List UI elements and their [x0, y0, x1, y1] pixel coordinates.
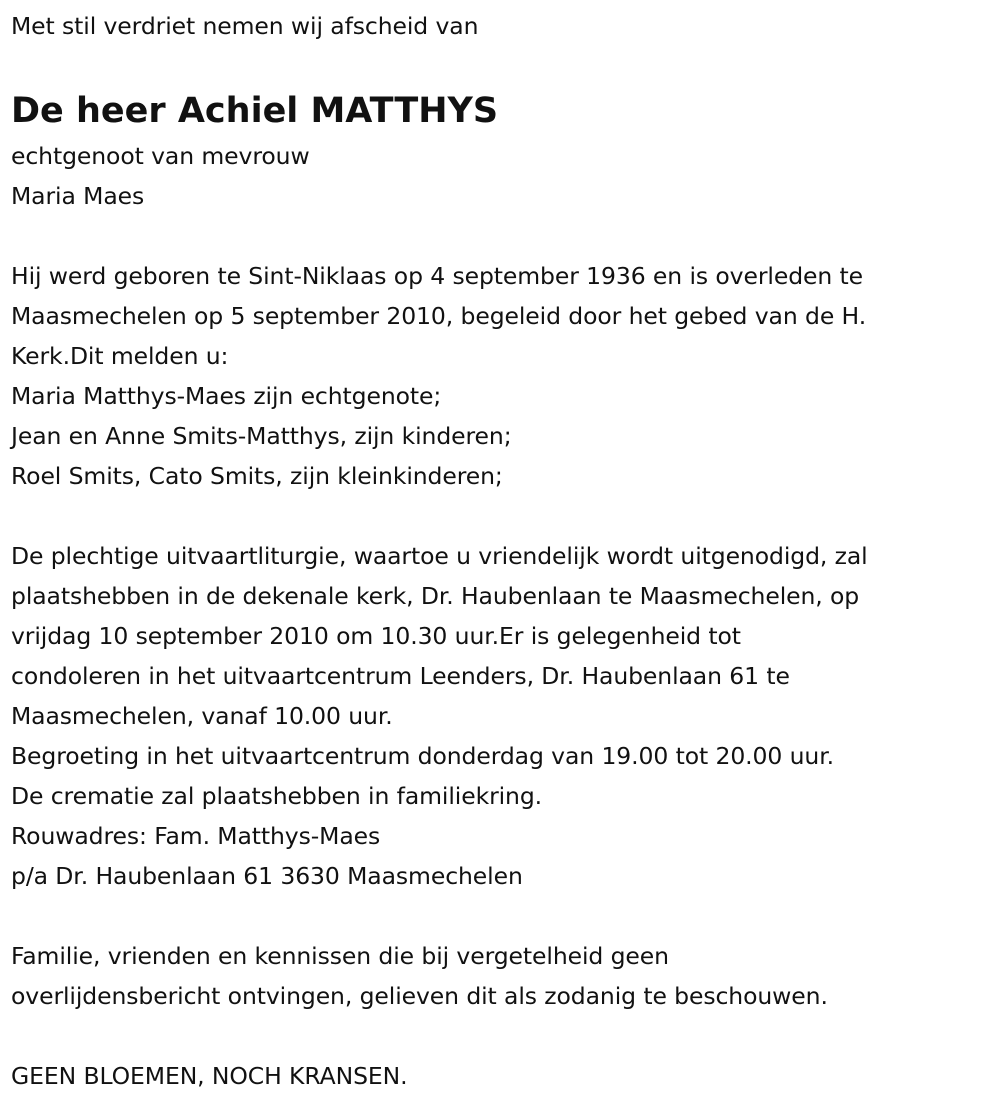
deceased-name: De heer Achiel MATTHYS: [11, 91, 499, 131]
announcement-line: Maasmechelen op 5 september 2010, begeleid door het gebed van de H.: [11, 302, 867, 330]
announcement-line: Roel Smits, Cato Smits, zijn kleinkinderen;: [11, 462, 503, 490]
announcement-line: Kerk.Dit melden u:: [11, 342, 229, 370]
announcement-line: Jean en Anne Smits-Matthys, zijn kinderen;: [11, 422, 512, 450]
funeral-paragraph: [11, 536, 991, 896]
funeral-line: De plechtige uitvaartliturgie, waartoe u vriendelijk wordt uitgenodigd, zal: [11, 542, 868, 570]
funeral-line: Begroeting in het uitvaartcentrum donderdag van 19.00 tot 20.00 uur.: [11, 742, 834, 770]
intro-text: Met stil verdriet nemen wij afscheid van: [11, 12, 479, 40]
relation-line-2: Maria Maes: [11, 182, 145, 210]
announcement-paragraph: [11, 256, 991, 496]
funeral-line: vrijdag 10 september 2010 om 10.30 uur.Er is gelegenheid tot: [11, 622, 741, 650]
funeral-line: p/a Dr. Haubenlaan 61 3630 Maasmechelen: [11, 862, 523, 890]
funeral-line: Maasmechelen, vanaf 10.00 uur.: [11, 702, 393, 730]
paragraph-spacer: [11, 1016, 991, 1056]
announcement-line: Hij werd geboren te Sint-Niklaas op 4 september 1936 en is overleden te: [11, 262, 864, 290]
funeral-line: Rouwadres: Fam. Matthys-Maes: [11, 822, 381, 850]
obituary-document: [11, 6, 991, 1096]
funeral-line: De crematie zal plaatshebben in familiekring.: [11, 782, 543, 810]
notice-paragraph: [11, 936, 991, 1016]
notice-line: overlijdensbericht ontvingen, gelieven dit als zodanig te beschouwen.: [11, 982, 828, 1010]
funeral-line: condoleren in het uitvaartcentrum Leenders, Dr. Haubenlaan 61 te: [11, 662, 790, 690]
announcement-line: Maria Matthys-Maes zijn echtgenote;: [11, 382, 442, 410]
notice-line: Familie, vrienden en kennissen die bij vergetelheid geen: [11, 942, 669, 970]
closing-text: GEEN BLOEMEN, NOCH KRANSEN.: [11, 1062, 408, 1090]
relation-line-1: echtgenoot van mevrouw: [11, 142, 310, 170]
funeral-line: plaatshebben in de dekenale kerk, Dr. Haubenlaan te Maasmechelen, op: [11, 582, 860, 610]
paragraph-spacer: [11, 896, 991, 936]
paragraph-spacer: [11, 496, 991, 536]
paragraph-spacer: [11, 216, 991, 256]
